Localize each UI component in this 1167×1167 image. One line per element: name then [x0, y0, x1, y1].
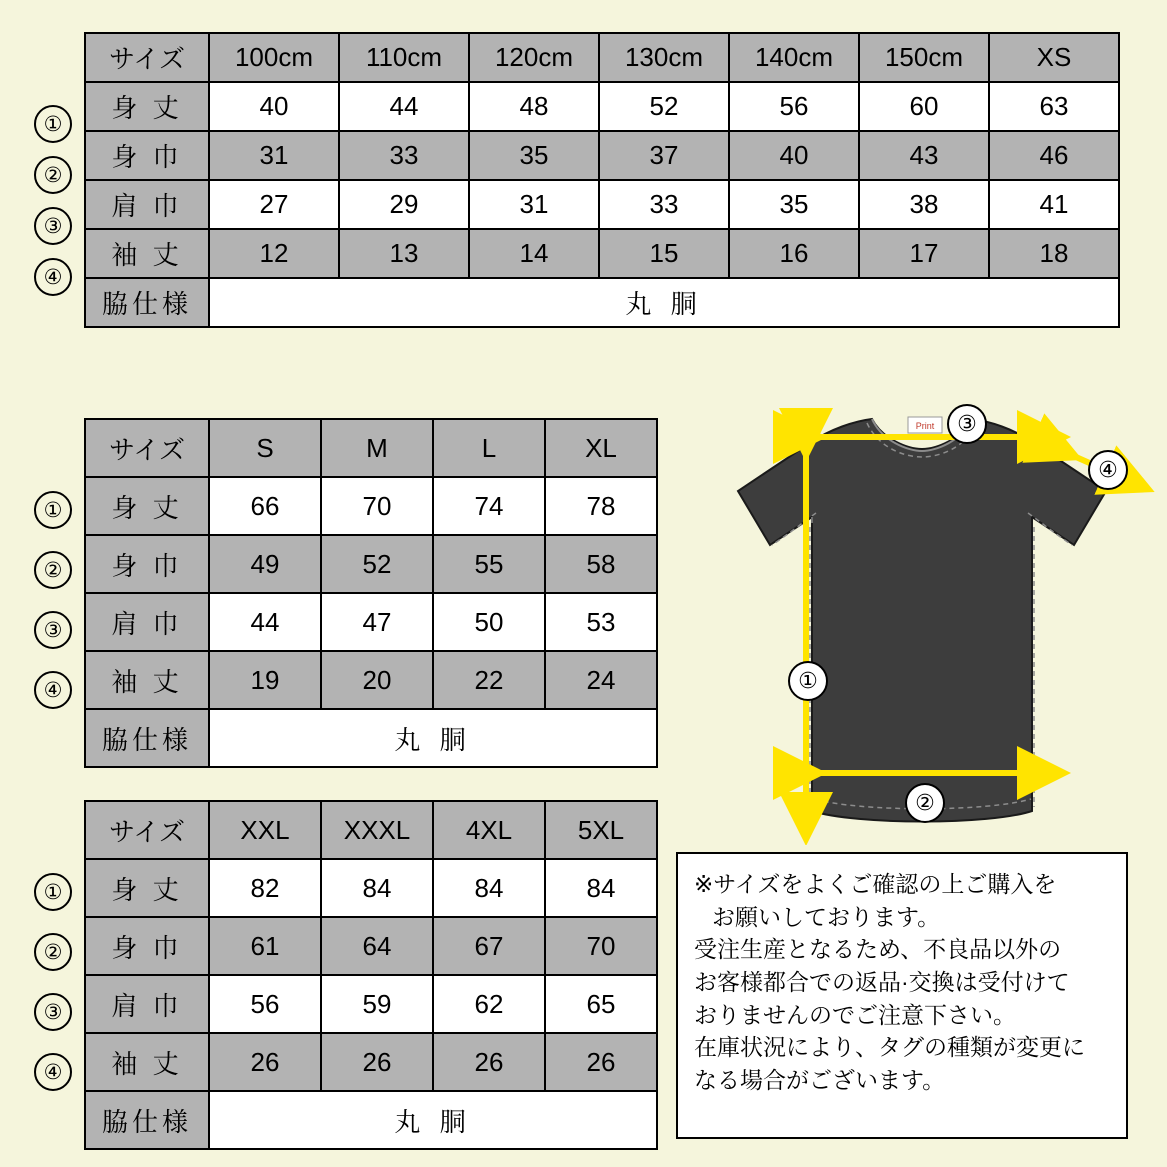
table-row — [85, 651, 657, 709]
table-row — [85, 917, 657, 975]
cell: 84 — [545, 859, 657, 917]
table-footer-row — [85, 278, 1119, 327]
row-marker-4: ④ — [34, 671, 72, 709]
row-marker-3: ③ — [34, 207, 72, 245]
cell: 56 — [209, 975, 321, 1033]
cell: 63 — [989, 82, 1119, 131]
row-label: 身 丈 — [85, 477, 209, 535]
table-footer-row — [85, 709, 657, 767]
row-label: 身 丈 — [85, 82, 209, 131]
header-cell: 110cm — [339, 33, 469, 82]
cell: 12 — [209, 229, 339, 278]
cell: 26 — [209, 1033, 321, 1091]
cell: 16 — [729, 229, 859, 278]
header-cell: 140cm — [729, 33, 859, 82]
row-label: 肩 巾 — [85, 975, 209, 1033]
header-cell: S — [209, 419, 321, 477]
footer-value: 丸 胴 — [209, 709, 657, 767]
header-cell: 4XL — [433, 801, 545, 859]
cell: 40 — [729, 131, 859, 180]
footer-label: 脇仕様 — [85, 709, 209, 767]
cell: 50 — [433, 593, 545, 651]
header-cell: XL — [545, 419, 657, 477]
cell: 55 — [433, 535, 545, 593]
cell: 40 — [209, 82, 339, 131]
cell: 14 — [469, 229, 599, 278]
header-cell: 5XL — [545, 801, 657, 859]
cell: 27 — [209, 180, 339, 229]
header-cell: XXL — [209, 801, 321, 859]
cell: 26 — [545, 1033, 657, 1091]
row-marker-4: ④ — [34, 258, 72, 296]
diagram-marker-body-width: ② — [905, 783, 945, 823]
row-label: 肩 巾 — [85, 180, 209, 229]
cell: 64 — [321, 917, 433, 975]
row-label: 袖 丈 — [85, 651, 209, 709]
big-size-table — [84, 800, 658, 1150]
cell: 38 — [859, 180, 989, 229]
cell: 20 — [321, 651, 433, 709]
row-marker-1: ① — [34, 491, 72, 529]
cell: 46 — [989, 131, 1119, 180]
cell: 47 — [321, 593, 433, 651]
header-cell: サイズ — [85, 33, 209, 82]
row-marker-3: ③ — [34, 993, 72, 1031]
cell: 74 — [433, 477, 545, 535]
marker-column-table3 — [34, 873, 72, 1091]
header-cell: L — [433, 419, 545, 477]
tag-text: Print — [915, 421, 935, 431]
table-row — [85, 180, 1119, 229]
cell: 52 — [599, 82, 729, 131]
row-label: 身 巾 — [85, 917, 209, 975]
cell: 31 — [209, 131, 339, 180]
cell: 33 — [339, 131, 469, 180]
footer-value: 丸 胴 — [209, 1091, 657, 1149]
cell: 59 — [321, 975, 433, 1033]
notice-line: 受注生産となるため、不良品以外の — [694, 936, 1062, 963]
cell: 44 — [209, 593, 321, 651]
cell: 65 — [545, 975, 657, 1033]
table-header-row — [85, 419, 657, 477]
cell: 26 — [321, 1033, 433, 1091]
header-cell: 150cm — [859, 33, 989, 82]
table-row — [85, 477, 657, 535]
cell: 60 — [859, 82, 989, 131]
row-marker-3: ③ — [34, 611, 72, 649]
cell: 62 — [433, 975, 545, 1033]
footer-value: 丸 胴 — [209, 278, 1119, 327]
cell: 41 — [989, 180, 1119, 229]
cell: 35 — [729, 180, 859, 229]
cell: 70 — [321, 477, 433, 535]
notice-line: お客様都合での返品·交換は受付けて — [694, 968, 1070, 995]
cell: 56 — [729, 82, 859, 131]
notice-line: おりませんのでご注意下さい。 — [694, 1001, 1016, 1028]
cell: 31 — [469, 180, 599, 229]
row-marker-4: ④ — [34, 1053, 72, 1091]
header-cell: 130cm — [599, 33, 729, 82]
cell: 17 — [859, 229, 989, 278]
cell: 67 — [433, 917, 545, 975]
table-footer-row — [85, 1091, 657, 1149]
marker-column-table2 — [34, 491, 72, 709]
row-label: 身 丈 — [85, 859, 209, 917]
cell: 70 — [545, 917, 657, 975]
table-header-row — [85, 801, 657, 859]
footer-label: 脇仕様 — [85, 278, 209, 327]
row-marker-2: ② — [34, 551, 72, 589]
footer-label: 脇仕様 — [85, 1091, 209, 1149]
kids-size-table — [84, 32, 1120, 328]
table-row — [85, 82, 1119, 131]
header-cell: 120cm — [469, 33, 599, 82]
shirt-shape — [738, 417, 1106, 822]
adult-size-table — [84, 418, 658, 768]
row-label: 身 巾 — [85, 131, 209, 180]
table-row — [85, 131, 1119, 180]
cell: 37 — [599, 131, 729, 180]
tshirt-measurement-diagram — [660, 395, 1160, 845]
table-row — [85, 1033, 657, 1091]
cell: 24 — [545, 651, 657, 709]
diagram-marker-shoulder-width: ③ — [947, 404, 987, 444]
cell: 18 — [989, 229, 1119, 278]
notice-line: お願いしております。 — [712, 903, 941, 930]
cell: 35 — [469, 131, 599, 180]
row-label: 身 巾 — [85, 535, 209, 593]
cell: 84 — [321, 859, 433, 917]
header-cell: XS — [989, 33, 1119, 82]
row-label: 肩 巾 — [85, 593, 209, 651]
table-row — [85, 975, 657, 1033]
header-cell: 100cm — [209, 33, 339, 82]
notice-line: ※サイズをよくご確認の上ご購入を — [694, 871, 1057, 897]
notice-box — [676, 852, 1128, 1139]
notice-line: なる場合がございます。 — [694, 1066, 946, 1093]
cell: 15 — [599, 229, 729, 278]
diagram-marker-body-length: ① — [788, 661, 828, 701]
cell: 84 — [433, 859, 545, 917]
row-marker-1: ① — [34, 873, 72, 911]
row-label: 袖 丈 — [85, 229, 209, 278]
cell: 61 — [209, 917, 321, 975]
notice-line: 在庫状況により、タグの種類が変更に — [694, 1034, 1085, 1061]
cell: 44 — [339, 82, 469, 131]
header-cell: サイズ — [85, 801, 209, 859]
cell: 66 — [209, 477, 321, 535]
table-row — [85, 535, 657, 593]
cell: 43 — [859, 131, 989, 180]
cell: 52 — [321, 535, 433, 593]
header-cell: XXXL — [321, 801, 433, 859]
cell: 13 — [339, 229, 469, 278]
row-label: 袖 丈 — [85, 1033, 209, 1091]
table-row — [85, 229, 1119, 278]
marker-column-table1 — [34, 105, 72, 296]
table-row — [85, 859, 657, 917]
header-cell: M — [321, 419, 433, 477]
row-marker-1: ① — [34, 105, 72, 143]
cell: 53 — [545, 593, 657, 651]
table-header-row — [85, 33, 1119, 82]
cell: 82 — [209, 859, 321, 917]
cell: 58 — [545, 535, 657, 593]
cell: 33 — [599, 180, 729, 229]
table-row — [85, 593, 657, 651]
cell: 26 — [433, 1033, 545, 1091]
cell: 48 — [469, 82, 599, 131]
row-marker-2: ② — [34, 156, 72, 194]
cell: 78 — [545, 477, 657, 535]
cell: 19 — [209, 651, 321, 709]
row-marker-2: ② — [34, 933, 72, 971]
diagram-marker-sleeve-length: ④ — [1088, 450, 1128, 490]
cell: 49 — [209, 535, 321, 593]
cell: 29 — [339, 180, 469, 229]
cell: 22 — [433, 651, 545, 709]
header-cell: サイズ — [85, 419, 209, 477]
